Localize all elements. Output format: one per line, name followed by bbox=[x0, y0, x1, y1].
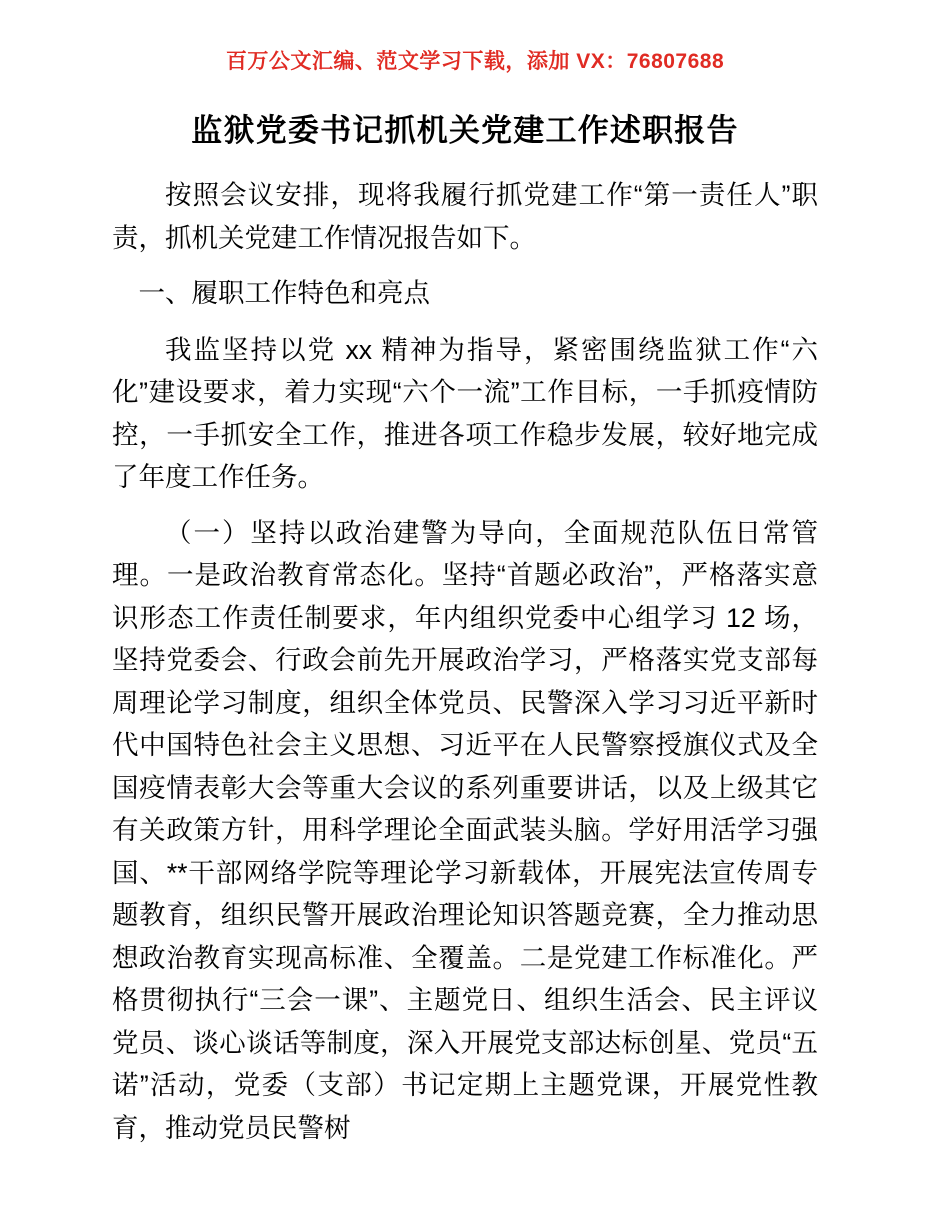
spacer-title bbox=[112, 152, 818, 174]
section-heading-1: 一、履职工作特色和亮点 bbox=[138, 278, 430, 308]
spacer-intro bbox=[112, 259, 818, 272]
paragraph-subsection-1: （一）坚持以政治建警为导向，全面规范队伍日常管理。一是政治教育常态化。坚持“首题必政治”，严格落实意识形态工作责任制要求，年内组织党委中心组学习 12 场，坚持党委会、行政会前先开展政治学习，严格落实党支部每周理论学习制度，组织全体党员、民警深入学习习近平新时代中国特色社会主义思想、习近平在人民警察授旗仪式及全国疫情表彰大会等重大会议的系列重要讲话，以及上级其它有关政策方针，用科学理论全面武装头脑。学好用活学习强国、**干部网络学院等理论学习新载体，开展宪法宣传周专题教育，组织民警开展政治理论知识答题竞赛，全力推动思想政治教育实现高标准、全覆盖。二是党建工作标准化。严格贯彻执行“三会一课”、主题党日、组织生活会、民主评议党员、谈心谈话等制度，深入开展党支部达标创星、党员“五诺”活动，党委（支部）书记定期上主题党课，开展党性教育，推动党员民警树 bbox=[112, 517, 818, 1143]
paragraph-intro: 按照会议安排，现将我履行抓党建工作“第一责任人”职责，抓机关党建工作情况报告如下。 bbox=[112, 180, 818, 253]
page-title: 监狱党委书记抓机关党建工作述职报告 bbox=[191, 113, 739, 148]
document-body bbox=[112, 0, 818, 1149]
spacer-overview bbox=[112, 499, 818, 512]
promo-watermark: 百万公文汇编、范文学习下载，添加 VX：76807688 bbox=[225, 50, 725, 73]
paragraph-overview: 我监坚持以党 xx 精神为指导，紧密围绕监狱工作“六化”建设要求，着力实现“六个一流”工作目标，一手抓疫情防控，一手抓安全工作，推进各项工作稳步发展，较好地完成了年度工作任务。 bbox=[112, 334, 818, 492]
spacer-heading bbox=[112, 315, 818, 329]
